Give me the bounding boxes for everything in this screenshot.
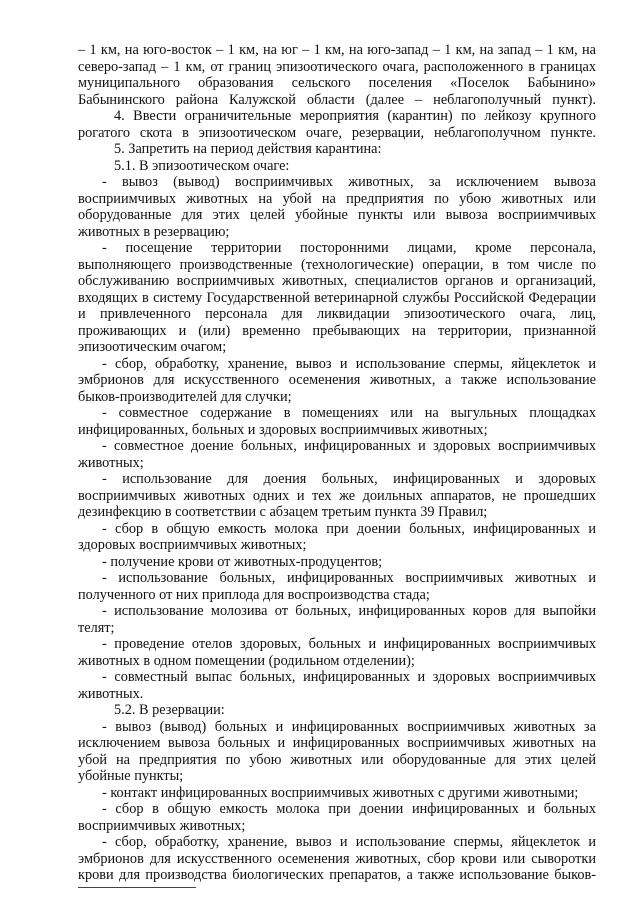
paragraph-item-5: 5. Запретить на период действия карантина: bbox=[114, 141, 382, 157]
paragraph-bullet: - сбор в общую емкость молока при доении больных, инфицированных и здоровых восприимчивых животных; bbox=[78, 520, 596, 553]
paragraph-bullet: - сбор, обработку, хранение, вывоз и использование спермы, яйцеклеток и эмбрионов для искусственного осеменения животных, а также использование быков-производителей для случки; bbox=[78, 355, 596, 405]
paragraph-bullet: - вывоз (вывод) восприимчивых животных, за исключением вывоза восприимчивых животных на убой на предприятия по убою животных или оборудованные для этих целей убойные пункты или вывоза восприимчивых животных в резервацию; bbox=[78, 174, 596, 240]
paragraph-bullet: - сбор в общую емкость молока при доении инфицированных и больных восприимчивых животных; bbox=[78, 801, 596, 834]
document-page bbox=[78, 42, 596, 884]
paragraph-bullet: - совместный выпас больных, инфицированных и здоровых восприимчивых животных. bbox=[78, 669, 596, 702]
paragraph-bullet: - проведение отелов здоровых, больных и инфицированных восприимчивых животных в одном помещении (родильном отделении); bbox=[78, 636, 596, 669]
paragraph-bullet: - посещение территории посторонними лицами, кроме персонала, выполняющего производственные (технологические) операции, в том числе по обслуживанию восприимчивых животных, специалистов органов и организаций, входящих в систему Государственной ветеринарной службы Российской Федерации и привлеченного персонала для ликвидации эпизоотического очага, лиц, проживающих и (или) временно пребывающих на территории, признанной эпизоотическим очагом; bbox=[78, 240, 596, 355]
paragraph-bullet: - контакт инфицированных восприимчивых животных с другими животными; bbox=[102, 784, 579, 801]
paragraph-bullet: - совместное содержание в помещениях или на выгульных площадках инфицированных, больных и здоровых восприимчивых животных; bbox=[78, 405, 596, 438]
paragraph-item-4: 4. Ввести ограничительные мероприятия (карантин) по лейкозу крупного рогатого скота в эпизоотическом очаге, резервации, неблагополучном пункте. bbox=[78, 108, 596, 141]
paragraph-bullet: - вывоз (вывод) больных и инфицированных восприимчивых животных за исключением вывоза больных и инфицированных восприимчивых животных на убой на предприятия по убою животных или оборудованные для этих целей убойные пункты; bbox=[78, 718, 596, 784]
paragraph-continuation: – 1 км, на юго-восток – 1 км, на юг – 1 км, на юго-запад – 1 км, на запад – 1 км, на северо-запад – 1 км, от границ эпизоотического очага, расположенного в границах муниципального образования сельского поселения «Поселок Бабынино» Бабынинского района Калужской области (далее – неблагополучный пункт). bbox=[78, 42, 596, 108]
paragraph-bullet: - совместное доение больных, инфицированных и здоровых восприимчивых животных; bbox=[78, 438, 596, 471]
footnote-divider bbox=[78, 887, 196, 888]
paragraph-bullet: - сбор, обработку, хранение, вывоз и использование спермы, яйцеклеток и эмбрионов для искусственного осеменения животных, сбор крови или сыворотки крови для производства биологических препаратов, а также использование быков- bbox=[78, 834, 596, 883]
paragraph-bullet: - использование для доения больных, инфицированных и здоровых восприимчивых животных одних и тех же доильных аппаратов, не прошедших дезинфекцию в соответствии с абзацем третьим пункта 39 Правил; bbox=[78, 471, 596, 520]
paragraph-item-5-2: 5.2. В резервации: bbox=[114, 702, 225, 718]
paragraph-bullet: - использование молозива от больных, инфицированных коров для выпойки телят; bbox=[78, 603, 596, 636]
paragraph-bullet: - получение крови от животных-продуцентов; bbox=[102, 553, 383, 570]
paragraph-item-5-1: 5.1. В эпизоотическом очаге: bbox=[114, 157, 290, 174]
paragraph-bullet: - использование больных, инфицированных восприимчивых животных и полученного от них приплода для воспроизводства стада; bbox=[78, 570, 596, 603]
